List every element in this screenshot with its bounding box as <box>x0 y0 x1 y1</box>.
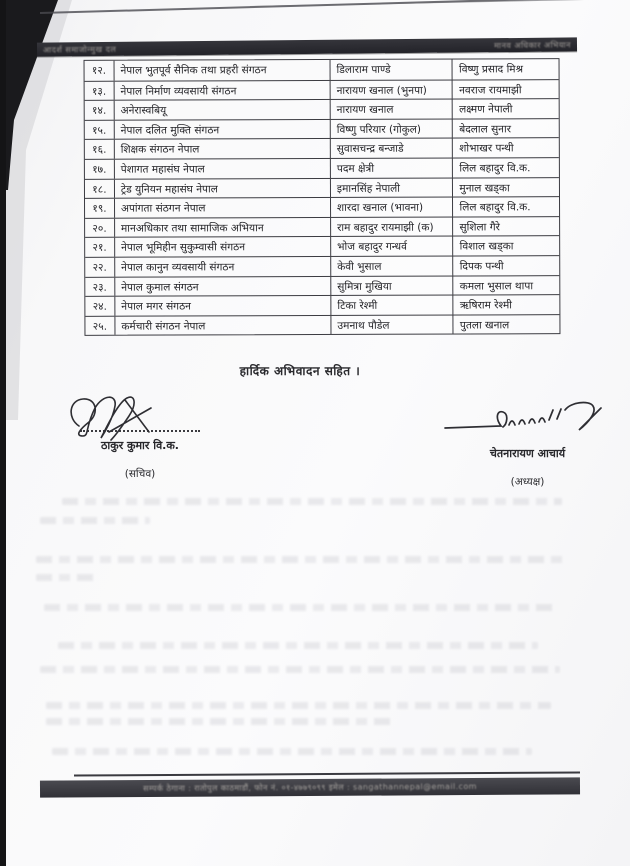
chairman-signature-icon <box>443 398 613 444</box>
letterhead-left-text: आदर्श समाजोन्मुख दल <box>42 44 117 55</box>
table-row <box>85 216 559 237</box>
representative2-cell: नवराज रायमाझी <box>459 83 522 97</box>
organization-cell: नेपाल कानुन व्यवसायी संगठन <box>115 257 331 276</box>
signature-block-secretary <box>55 392 225 481</box>
organization-cell: पेशागत महासंघ नेपाल <box>115 159 331 178</box>
bleedthrough-line <box>62 498 562 505</box>
organization-cell: अनेरास्वबियू <box>115 100 331 119</box>
representative-cell: केवी भुसाल <box>331 256 454 275</box>
signature-block-chairman <box>440 398 615 489</box>
organization-cell: नेपाल भुतपूर्व सैनिक तथा प्रहरी संगठन <box>114 60 330 80</box>
letterhead-right-text: मानव अधिकार अभियान <box>494 39 572 50</box>
table-row <box>85 118 559 139</box>
representative2-cell: बेदलाल सुनार <box>459 123 512 136</box>
representative2-cell: सुशिला गैरे <box>459 221 500 234</box>
serial-cell: २३. <box>85 277 115 296</box>
table-row <box>85 294 559 315</box>
representative2-cell: ऋषिराम रेश्मी <box>459 299 512 312</box>
serial-cell: १४. <box>85 101 115 120</box>
secretary-signature-icon <box>65 392 215 444</box>
organizations-table <box>84 58 561 336</box>
representative2-cell: मुनाल खड्का <box>459 181 510 195</box>
bleedthrough-line <box>46 718 396 725</box>
bleedthrough-line <box>46 702 551 709</box>
representative-cell: इमानसिंह नेपाली <box>331 178 454 197</box>
organization-cell: नेपाल मगर संगठन <box>115 296 331 315</box>
serial-cell: १२. <box>85 61 115 81</box>
secretary-role: (सचिव) <box>124 468 156 480</box>
table-row <box>85 314 559 335</box>
organization-cell: अपांगता संठगन नेपाल <box>115 198 331 217</box>
serial-cell: २५. <box>85 316 115 335</box>
signature-dotted-line <box>80 430 200 432</box>
organization-cell: कर्मचारी संगठन नेपाल <box>115 316 331 335</box>
closing-salutation: हार्दिक अभिवादन सहित । <box>239 364 361 378</box>
bleedthrough-line <box>40 666 560 673</box>
organization-cell: शिक्षक संगठन नेपाल <box>115 139 331 158</box>
representative-cell: नारायण खनाल <box>331 100 454 119</box>
representative-cell: शारदा खनाल (भावना) <box>331 198 454 217</box>
organization-cell: मानअधिकार तथा सामाजिक अभियान <box>115 218 331 237</box>
serial-cell: १५. <box>85 121 115 140</box>
organization-cell: नेपाल कुमाल संगठन <box>115 276 331 295</box>
scan-edge-strip <box>0 0 6 866</box>
representative2-cell: कमला भुसाल थापा <box>459 279 534 293</box>
table-row <box>85 98 559 119</box>
bleedthrough-line <box>58 642 538 649</box>
serial-cell: १८. <box>85 179 115 198</box>
representative2-cell: पुतला खनाल <box>459 319 510 332</box>
representative2-cell: विष्णु प्रसाद मिश्र <box>458 63 524 76</box>
organization-cell: नेपाल दलित मुक्ति संगठन <box>115 120 331 139</box>
bleedthrough-line <box>52 748 532 755</box>
representative-cell: सुवासचन्द्र बन्जाडे <box>331 139 454 158</box>
representative-cell: भोज बहादुर गन्धर्व <box>331 237 454 256</box>
bleedthrough-line <box>36 556 566 563</box>
table-row <box>85 177 559 198</box>
secretary-name: ठाकुर कुमार वि.क. <box>101 439 179 452</box>
bleedthrough-line <box>36 574 96 581</box>
representative-cell: उमनाथ पौडेल <box>331 315 454 334</box>
representative2-cell: शोभाखर पन्थी <box>459 142 514 155</box>
bleedthrough-line <box>40 517 150 524</box>
chairman-name: चेतनारायण आचार्य <box>489 447 566 460</box>
representative2-cell: विशाल खड्का <box>459 240 514 253</box>
serial-cell: १३. <box>85 81 115 100</box>
bleedthrough-line <box>44 604 554 611</box>
organization-cell: ट्रेड युनियन महासंघ नेपाल <box>115 179 331 198</box>
organization-cell: नेपाल निर्माण व्यवसायी संगठन <box>114 81 330 100</box>
serial-cell: २०. <box>85 218 115 237</box>
serial-cell: २१. <box>85 238 115 257</box>
contact-bar <box>40 777 580 797</box>
contact-bar-text: सम्पर्क ठेगाना : रातोपुल काठमाडौं, फोन नं. ०१-४७७९०९९ इमेल : sangathannepal@email.com <box>143 781 477 794</box>
table-row <box>85 275 559 296</box>
table-row <box>85 157 559 178</box>
representative-cell: पदम क्षेत्री <box>331 159 454 178</box>
table-row <box>85 59 559 80</box>
table-row <box>85 196 559 217</box>
serial-cell: १७. <box>85 160 115 179</box>
representative-cell: राम बहादुर रायमाझी (क) <box>331 217 454 236</box>
table-row <box>85 138 559 159</box>
representative2-cell: दिपक पन्थी <box>459 260 504 273</box>
representative2-cell: लक्ष्मण नेपाली <box>459 103 513 116</box>
representative-cell: नारायण खनाल (भुनपा) <box>331 80 454 99</box>
table-row <box>85 79 559 100</box>
organization-cell: नेपाल भूमिहीन सुकुम्वासी संगठन <box>115 237 331 256</box>
serial-cell: २४. <box>85 297 115 316</box>
chairman-role: (अध्यक्ष) <box>510 476 545 488</box>
serial-cell: १६. <box>85 140 115 159</box>
serial-cell: १९. <box>85 199 115 218</box>
representative-cell: डिलाराम पाण्डे <box>330 60 453 80</box>
representative-cell: टिका रेश्मी <box>331 296 454 315</box>
representative-cell: सुमित्रा मुखिया <box>331 276 454 295</box>
serial-cell: २२. <box>85 258 115 277</box>
representative2-cell: लिल बहादुर वि.क. <box>459 162 531 175</box>
table-row <box>85 236 559 257</box>
representative-cell: विष्णु परियार (गोकुल) <box>331 119 454 138</box>
representative2-cell: लिल बहादुर वि.क. <box>459 201 531 214</box>
table-row <box>85 255 559 276</box>
